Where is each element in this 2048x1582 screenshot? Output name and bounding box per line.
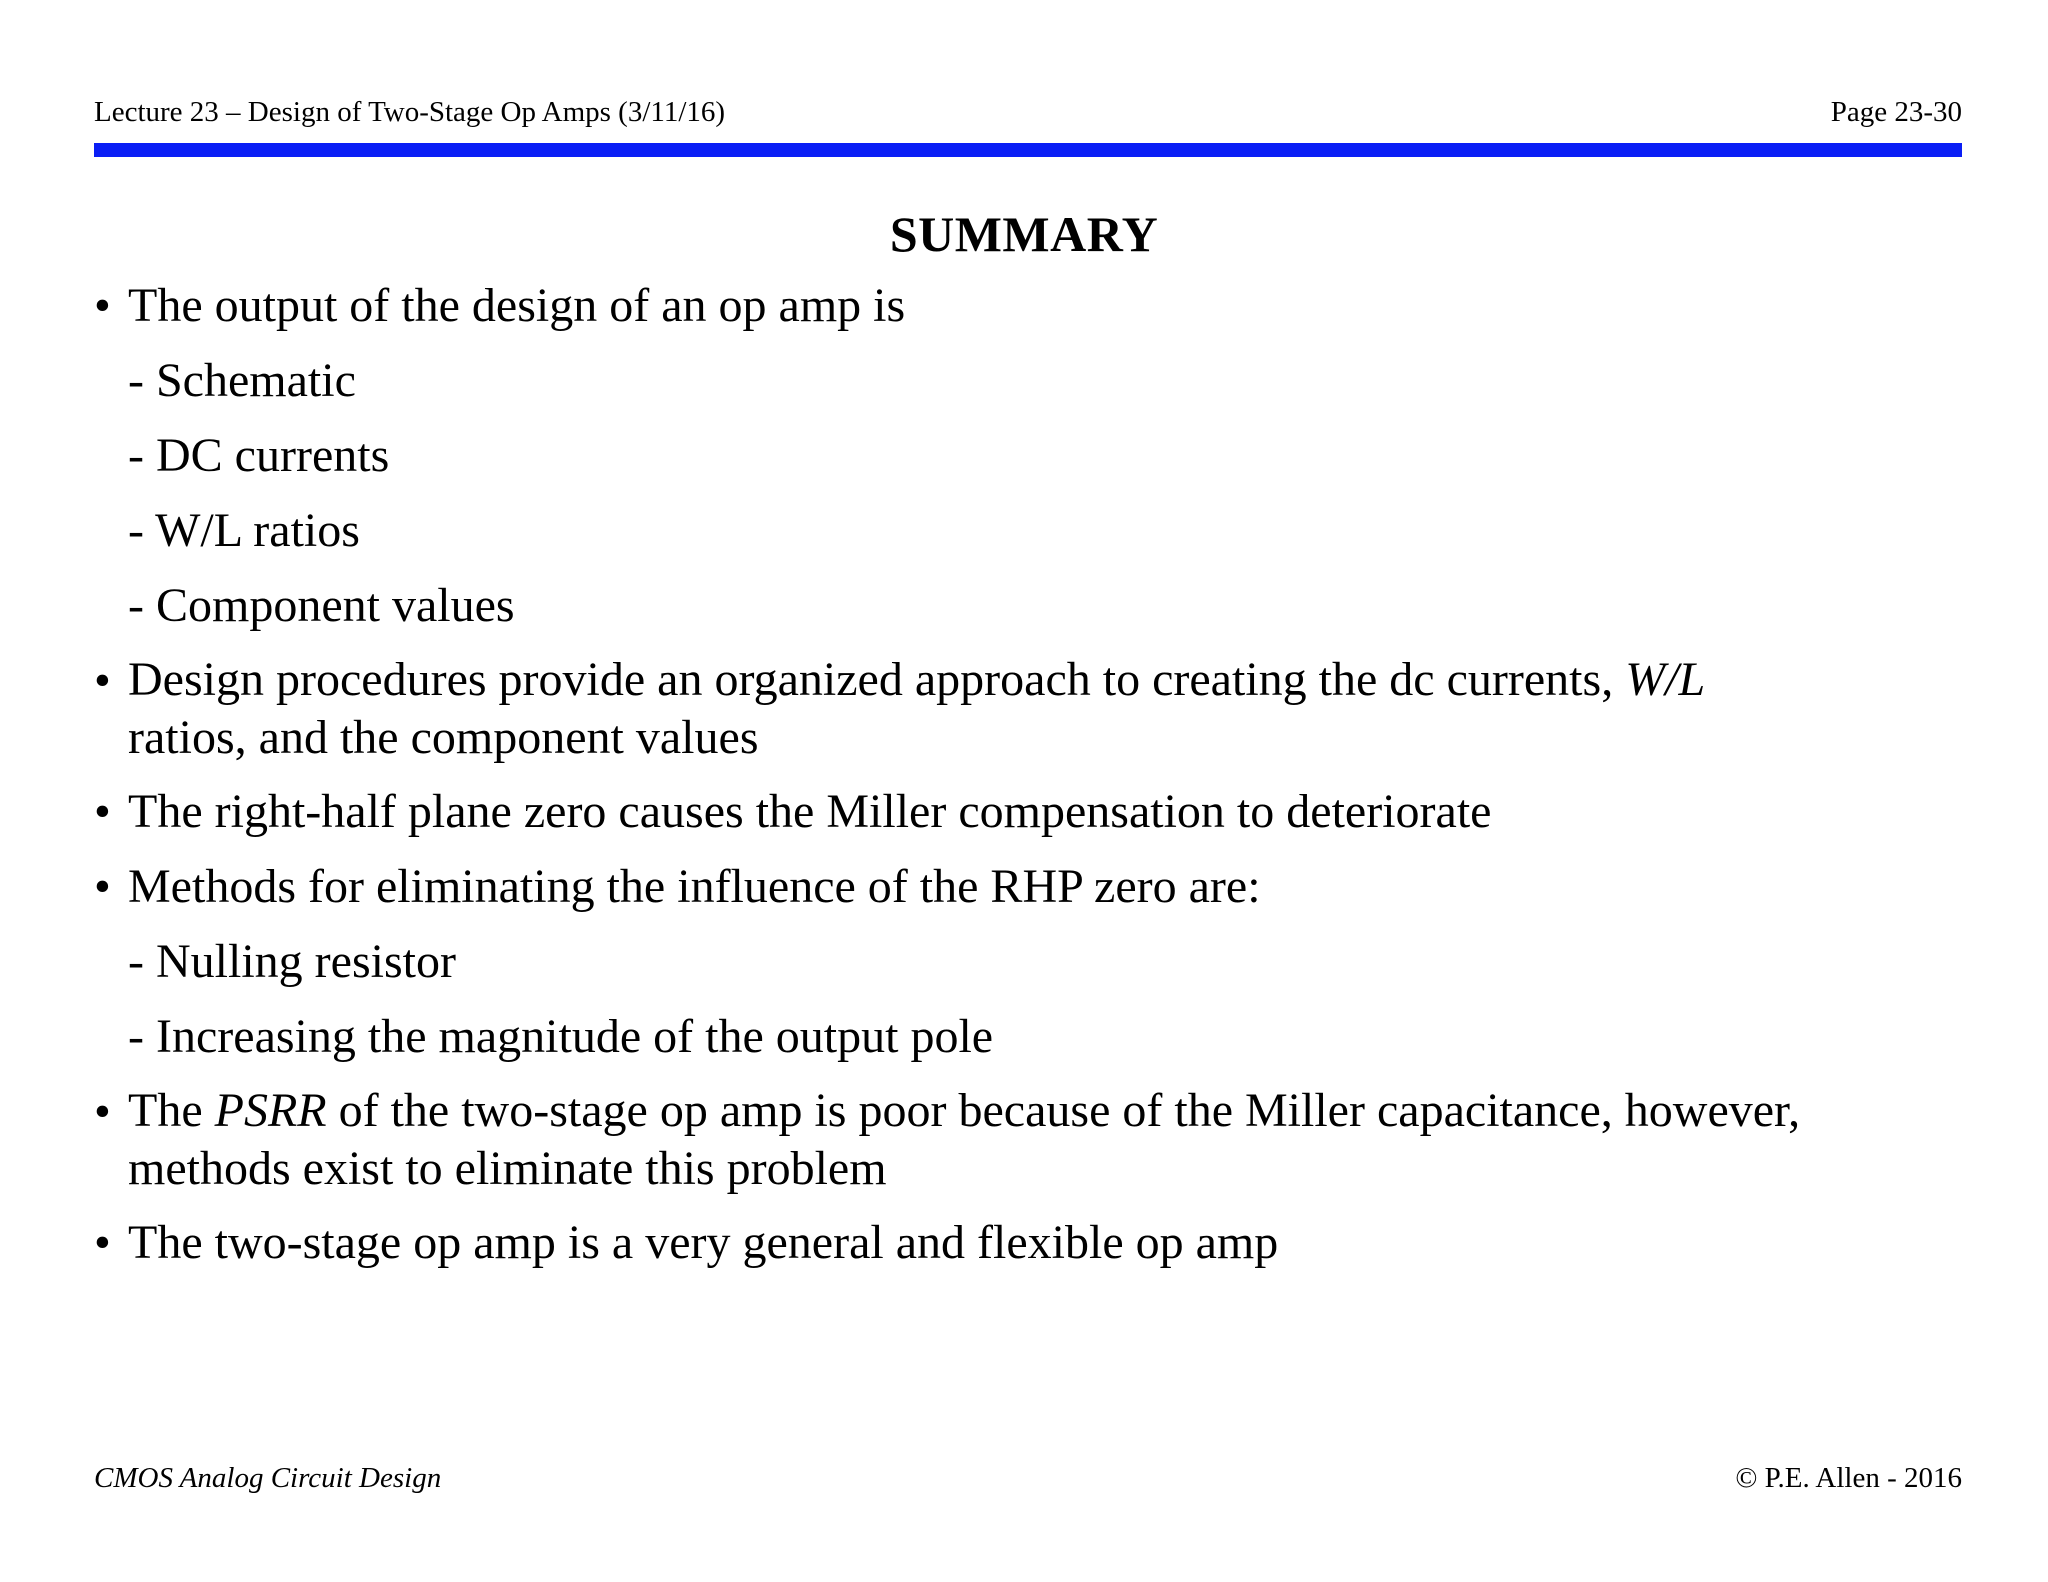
sub-item: - Nulling resistor <box>128 935 456 988</box>
lecture-header: Lecture 23 – Design of Two-Stage Op Amps (3/11/16) <box>94 96 726 128</box>
bullet-text: Methods for eliminating the influence of the RHP zero are: <box>128 860 1261 913</box>
bullet-item <box>94 1213 1974 1273</box>
bullet-text-part: of the two-stage op amp is poor because of the Miller capacitance, however, <box>326 1084 1801 1137</box>
bullet-text-continuation: ratios, and the component values <box>128 711 759 764</box>
bullet-icon: • <box>94 1085 111 1138</box>
bullet-text-italic: PSRR <box>214 1084 327 1137</box>
bullet-item <box>94 651 1974 767</box>
sub-item: - DC currents <box>128 429 390 482</box>
sub-item: - W/L ratios <box>128 504 360 557</box>
bullet-item <box>94 1082 1974 1198</box>
bullet-text-italic: W/L <box>1625 653 1706 706</box>
bullet-item <box>94 857 1974 917</box>
bullet-icon: • <box>94 1216 111 1269</box>
bullet-icon: • <box>94 654 111 707</box>
copyright-footer: © P.E. Allen - 2016 <box>1735 1462 1962 1494</box>
course-footer: CMOS Analog Circuit Design <box>94 1462 442 1494</box>
header-rule <box>94 143 1962 157</box>
bullet-icon: • <box>94 279 111 332</box>
sub-item: - Increasing the magnitude of the output pole <box>128 1010 994 1063</box>
bullet-item <box>94 782 1974 842</box>
bullet-text <box>125 1082 1974 1140</box>
bullet-text: The two-stage op amp is a very general and flexible op amp <box>128 1216 1279 1269</box>
bullet-text: The right-half plane zero causes the Miller compensation to deteriorate <box>128 785 1492 838</box>
bullet-text-part: Design procedures provide an organized approach to creating the dc currents, <box>128 653 1626 706</box>
sub-item: - Schematic <box>128 354 356 407</box>
bullet-text-continuation: methods exist to eliminate this problem <box>128 1142 887 1195</box>
sub-item: - Component values <box>128 579 515 632</box>
slide-title: SUMMARY <box>889 206 1159 262</box>
page-number: Page 23-30 <box>1830 96 1962 128</box>
bullet-text <box>125 651 1974 709</box>
bullet-icon: • <box>94 860 111 913</box>
bullet-text: The output of the design of an op amp is <box>128 279 906 332</box>
bullet-icon: • <box>94 785 111 838</box>
slide-content <box>94 276 1974 1288</box>
bullet-text-part: The <box>128 1084 215 1137</box>
bullet-item <box>94 276 1974 336</box>
